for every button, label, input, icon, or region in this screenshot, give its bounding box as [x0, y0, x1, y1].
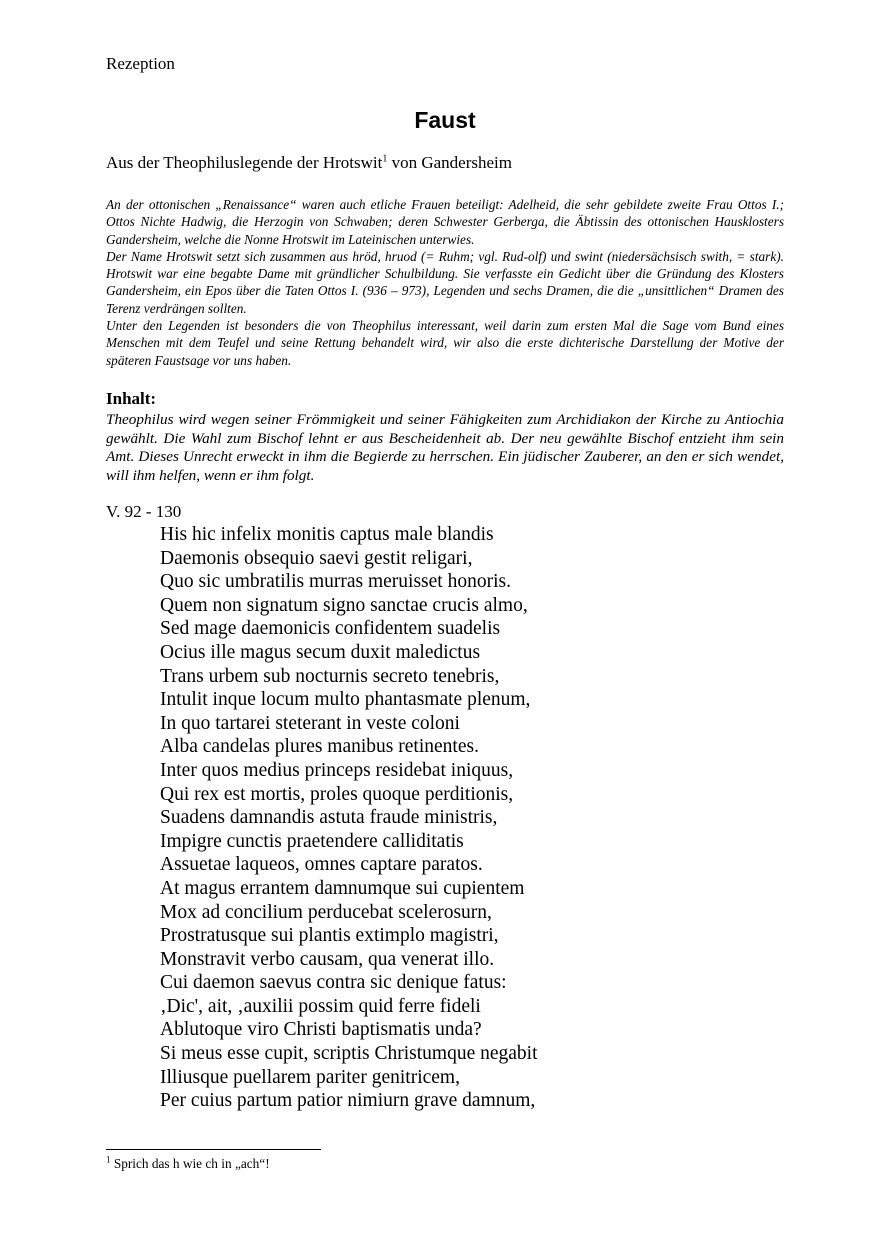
poem-line: Monstravit verbo causam, qua venerat illo. — [160, 948, 495, 970]
footnote-reference: 1 — [382, 153, 388, 165]
poem-line: Daemonis obsequio saevi gestit religari, — [160, 547, 473, 569]
poem-line: Assuetae laqueos, omnes captare paratos. — [160, 854, 483, 876]
poem-line: Ablutoque viro Christi baptismatis unda? — [160, 1019, 482, 1041]
intro-section — [106, 196, 784, 369]
intro-paragraph: Unter den Legenden ist besonders die von Theophilus interessant, weil darin zum ersten Mal die Sage vom Bund eines Menschen mit dem Teufel und seine Rettung behandelt wird, wir also die erste dichterische Darstellung der Motive der späteren Faustsage vor uns haben. — [106, 318, 784, 368]
poem-line: Quo sic umbratilis murras meruisset honoris. — [160, 571, 511, 593]
footnote-divider — [106, 1149, 321, 1150]
poem-line: ‚Dic', ait, ‚auxilii possim quid ferre fideli — [160, 995, 481, 1017]
poem-line: Intulit inque locum multo phantasmate plenum, — [160, 689, 531, 711]
poem-line: Cui daemon saevus contra sic denique fatus: — [160, 972, 507, 994]
poem-line: Alba candelas plures manibus retinentes. — [160, 736, 479, 758]
subtitle-text-end: von Gandersheim — [387, 153, 512, 172]
poem-line: Suadens damnandis astuta fraude ministris, — [160, 807, 498, 829]
page-title: Faust — [414, 107, 476, 133]
poem-line: Prostratusque sui plantis extimplo magistri, — [160, 925, 499, 947]
poem-line: His hic infelix monitis captus male blandis — [160, 524, 494, 545]
poem-line: At magus errantem damnumque sui cupientem — [160, 877, 525, 899]
poem-line: Trans urbem sub nocturnis secreto tenebris, — [160, 665, 500, 687]
running-header: Rezeption — [106, 54, 175, 73]
poem-line: Si meus esse cupit, scriptis Christumque negabit — [160, 1043, 538, 1065]
poem-line: Ocius ille magus secum duxit maledictus — [160, 641, 481, 663]
poem-line: Quem non signatum signo sanctae crucis almo, — [160, 594, 528, 616]
poem-line: Illiusque puellarem pariter genitricem, — [160, 1066, 460, 1088]
footnote-mark: 1 — [106, 1154, 111, 1165]
poem-line: In quo tartarei steterant in veste coloni — [160, 712, 460, 734]
poem-line: Qui rex est mortis, proles quoque perditionis, — [160, 783, 514, 805]
subtitle-text: Aus der Theophiluslegende der Hrotswit — [106, 153, 383, 172]
poem-line: Sed mage daemonicis confidentem suadelis — [160, 618, 501, 640]
inhalt-text: Theophilus wird wegen seiner Frömmigkeit und seiner Fähigkeiten zum Archidiakon der Kirche zu Antiochia gewählt. Die Wahl zum Bischof lehnt er aus Bescheidenheit ab. Der neu gewählte Bischof entzieht ihm sein Amt. Dieses Unrecht erweckt in ihm die Begierde zu herrschen. Ein jüdischer Zauberer, an den er sich wendet, will ihm helfen, wenn er ihm folgt. — [106, 411, 784, 484]
footnote — [106, 1156, 270, 1172]
poem-line: Inter quos medius princeps residebat iniquus, — [160, 759, 514, 781]
intro-paragraph: An der ottonischen „Renaissance“ waren auch etliche Frauen beteiligt: Adelheid, die sehr gebildete zweite Frau Ottos I.; Ottos Nichte Hadwig, die Herzogin von Schwaben; deren Schwester Gerberga, die Äbtissin des ottonischen Hausklosters Gandersheim, welche die Nonne Hrotswit im Lateinischen unterwies. — [106, 197, 784, 247]
poem-line: Per cuius partum patior nimiurn grave damnum, — [160, 1090, 536, 1112]
poem — [160, 523, 538, 1113]
inhalt-heading: Inhalt: — [106, 389, 157, 408]
subtitle — [106, 153, 512, 173]
poem-line: Mox ad concilium perducebat scelerosurn, — [160, 901, 492, 923]
footnote-text: Sprich das h wie ch in „ach“! — [110, 1156, 270, 1171]
poem-line: Impigre cunctis praetendere calliditatis — [160, 830, 464, 852]
intro-paragraph: Der Name Hrotswit setzt sich zusammen aus hröd, hruod (= Ruhm; vgl. Rud-olf) und swint (niedersächsisch swith, = stark). Hrotswit war eine begabte Dame mit gründlicher Schulbildung. Sie verfasste ein Gedicht über die Gründung des Klosters Gandersheim, ein Epos über die Taten Ottos I. (936 – 973), Legenden und sechs Dramen, die die „unsittlichen“ Dramen des Terenz verdrängen sollten. — [106, 248, 784, 316]
verse-reference: V. 92 - 130 — [106, 502, 182, 521]
